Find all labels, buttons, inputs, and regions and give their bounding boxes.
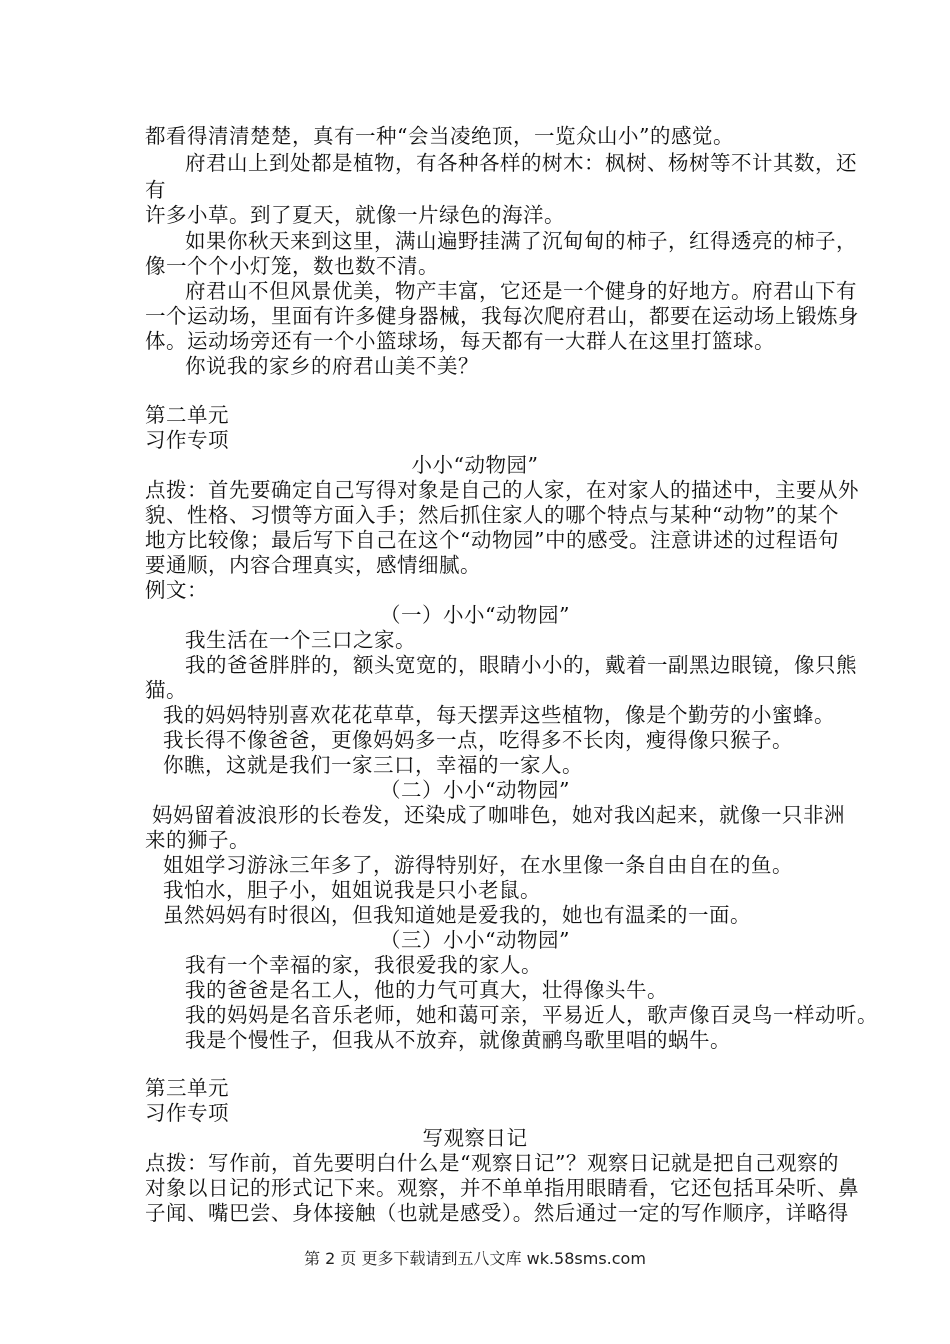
text-line: 如果你秋天来到这里，满山遍野挂满了沉甸甸的柿子，红得透亮的柿子， xyxy=(185,229,857,253)
text-line: 府君山不但风景优美，物产丰富，它还是一个健身的好地方。府君山下有 xyxy=(185,279,857,303)
text-line: 我的妈妈是名音乐老师，她和蔼可亲，平易近人，歌声像百灵鸟一样动听。 xyxy=(185,1003,878,1027)
text-line: 猫。 xyxy=(145,678,187,702)
essay-title: 写观察日记 xyxy=(422,1126,528,1150)
text-line: 子闻、嘴巴尝、身体接触（也就是感受）。然后通过一定的写作顺序，详略得 xyxy=(145,1201,849,1225)
text-line: 例文： xyxy=(145,578,208,602)
section-heading: 习作专项 xyxy=(145,1101,229,1125)
text-line: 来的狮子。 xyxy=(145,828,250,852)
text-line: 我的爸爸是名工人，他的力气可真大，壮得像头牛。 xyxy=(185,978,668,1002)
text-line: 许多小草。到了夏天，就像一片绿色的海洋。 xyxy=(145,203,565,227)
text-line: 都看得清清楚楚，真有一种“会当凌绝顶，一览众山小”的感觉。 xyxy=(145,124,734,148)
text-line: 对象以日记的形式记下来。观察，并不单单指用眼睛看，它还包括耳朵听、鼻 xyxy=(145,1176,859,1200)
text-line: 我的爸爸胖胖的，额头宽宽的，眼睛小小的，戴着一副黑边眼镜，像只熊 xyxy=(185,653,857,677)
text-line: 貌、性格、习惯等方面入手；然后抓住家人的哪个特点与某种“动物”的某个 xyxy=(145,503,839,527)
text-line: 体。运动场旁还有一个小篮球场，每天都有一大群人在这里打篮球。 xyxy=(145,329,775,353)
section-heading: 习作专项 xyxy=(145,428,229,452)
text-line: 府君山上到处都是植物，有各种各样的树木：枫树、杨树等不计其数，还 xyxy=(185,151,857,175)
text-line: 我怕水，胆子小，姐姐说我是只小老鼠。 xyxy=(163,878,541,902)
text-line: 一个运动场，里面有许多健身器械，我每次爬府君山，都要在运动场上锻炼身 xyxy=(145,304,859,328)
text-line: 我生活在一个三口之家。 xyxy=(185,628,416,652)
essay-title: 小小“动物园” xyxy=(411,453,539,477)
unit-heading: 第二单元 xyxy=(145,403,229,427)
example-title: （一）小小“动物园” xyxy=(380,603,570,627)
unit-heading: 第三单元 xyxy=(145,1076,229,1100)
text-line: 地方比较像；最后写下自己在这个“动物园”中的感受。注意讲述的过程语句 xyxy=(145,528,839,552)
text-line: 我长得不像爸爸，更像妈妈多一点，吃得多不长肉，瘦得像只猴子。 xyxy=(163,728,793,752)
page-footer: 第 2 页 更多下载请到五八文库 wk.58sms.com xyxy=(304,1249,646,1268)
text-line: 我有一个幸福的家，我很爱我的家人。 xyxy=(185,953,542,977)
text-line: 虽然妈妈有时很凶，但我知道她是爱我的，她也有温柔的一面。 xyxy=(163,903,751,927)
text-line: 妈妈留着波浪形的长卷发，还染成了咖啡色，她对我凶起来，就像一只非洲 xyxy=(152,803,845,827)
example-title: （二）小小“动物园” xyxy=(380,778,570,802)
text-line: 我是个慢性子，但我从不放弃，就像黄鹂鸟歌里唱的蜗牛。 xyxy=(185,1028,731,1052)
text-line: 要通顺，内容合理真实，感情细腻。 xyxy=(145,553,481,577)
text-line: 姐姐学习游泳三年多了，游得特别好，在水里像一条自由自在的鱼。 xyxy=(163,853,793,877)
text-line: 点拨：写作前，首先要明白什么是“观察日记”？观察日记就是把自己观察的 xyxy=(145,1151,839,1175)
text-line: 像一个个小灯笼，数也数不清。 xyxy=(145,254,439,278)
text-line: 点拨：首先要确定自己写得对象是自己的人家，在对家人的描述中，主要从外 xyxy=(145,478,859,502)
example-title: （三）小小“动物园” xyxy=(380,928,570,952)
text-line: 你说我的家乡的府君山美不美？ xyxy=(185,354,479,378)
text-line: 有 xyxy=(145,178,166,202)
text-line: 我的妈妈特别喜欢花花草草，每天摆弄这些植物，像是个勤劳的小蜜蜂。 xyxy=(163,703,835,727)
text-line: 你瞧，这就是我们一家三口，幸福的一家人。 xyxy=(163,753,583,777)
